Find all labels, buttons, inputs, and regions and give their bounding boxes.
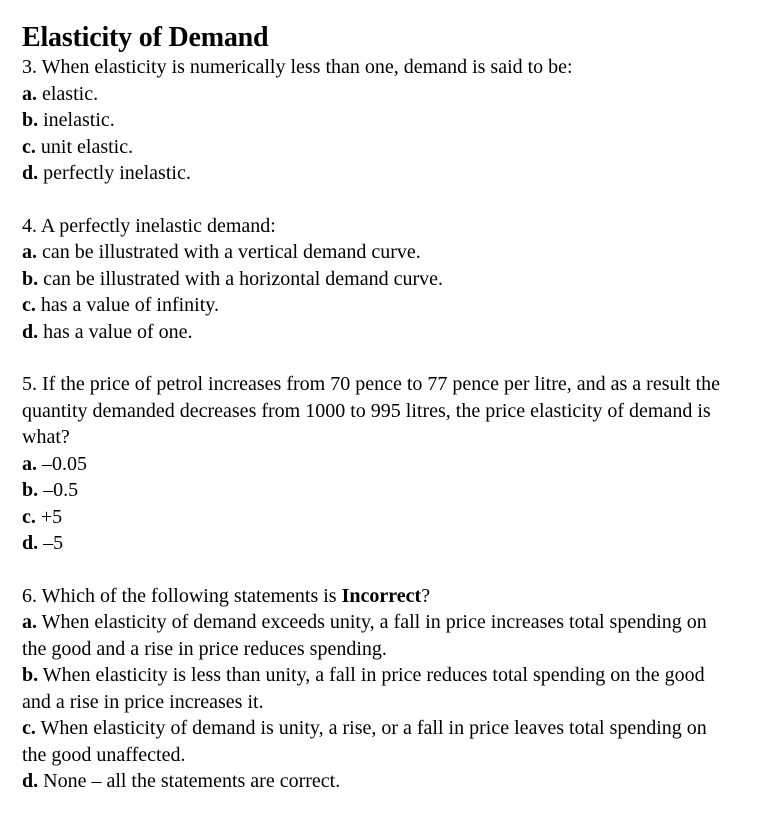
- option-letter: b.: [22, 267, 39, 290]
- option-text: can be illustrated with a horizontal demand curve.: [38, 267, 443, 290]
- stem-text: 6. Which of the following statements is: [22, 584, 342, 607]
- option-text: –5: [38, 532, 64, 554]
- question-6: [22, 583, 722, 795]
- option-letter: d.: [22, 320, 39, 343]
- option-text: –0.05: [37, 452, 87, 475]
- option-text: +5: [35, 505, 63, 528]
- option-letter: b.: [22, 664, 39, 686]
- option-letter: c.: [22, 294, 36, 316]
- option-b: [22, 266, 722, 293]
- option-text: When elasticity is less than unity, a fall in price reduces total spending on the good and a rise in price increases it.: [22, 664, 705, 713]
- option-letter: d.: [22, 770, 39, 792]
- option-letter: d.: [22, 532, 39, 554]
- option-letter: a.: [22, 82, 37, 105]
- question-stem: [22, 583, 722, 610]
- question-stem: 4. A perfectly inelastic demand:: [22, 214, 276, 237]
- option-c: [22, 715, 722, 768]
- option-b: [22, 477, 722, 504]
- option-d: [22, 319, 722, 346]
- option-letter: a.: [22, 241, 37, 263]
- option-text: has a value of one.: [38, 320, 193, 343]
- stem-text-end: ?: [421, 584, 431, 607]
- option-b: [22, 107, 722, 134]
- option-letter: b.: [22, 479, 39, 501]
- option-letter: b.: [22, 109, 39, 131]
- option-text: elastic.: [37, 82, 99, 105]
- option-text: has a value of infinity.: [35, 294, 219, 316]
- spacer: [22, 345, 722, 371]
- option-a: [22, 81, 722, 108]
- option-a: [22, 451, 722, 478]
- question-stem: 5. If the price of petrol increases from 70 pence to 77 pence per litre, and as a result the quantity demanded decreases from 1000 to 995 litres, the price elasticity of demand is what?: [22, 373, 721, 448]
- question-5: [22, 371, 722, 557]
- option-d: [22, 160, 722, 187]
- option-text: –0.5: [38, 479, 79, 501]
- spacer: [22, 557, 722, 583]
- option-c: [22, 134, 722, 161]
- spacer: [22, 187, 722, 213]
- stem-emphasis: Incorrect: [341, 584, 422, 607]
- option-a: [22, 609, 722, 662]
- option-text: None – all the statements are correct.: [38, 770, 341, 792]
- question-4: [22, 213, 722, 346]
- option-c: [22, 504, 722, 531]
- page-title: Elasticity of Demand: [22, 22, 269, 53]
- option-d: [22, 530, 722, 557]
- option-b: [22, 662, 722, 715]
- option-c: [22, 292, 722, 319]
- option-a: [22, 239, 722, 266]
- option-text: unit elastic.: [35, 135, 134, 158]
- option-letter: a.: [22, 611, 37, 633]
- option-d: [22, 768, 722, 795]
- question-3: [22, 54, 722, 187]
- option-letter: a.: [22, 452, 37, 475]
- option-letter: c.: [22, 717, 36, 739]
- option-letter: c.: [22, 135, 36, 158]
- question-stem: 3. When elasticity is numerically less than one, demand is said to be:: [22, 56, 573, 78]
- option-text: When elasticity of demand exceeds unity, a fall in price increases total spending on the good and a rise in price reduces spending.: [22, 611, 707, 660]
- option-text: When elasticity of demand is unity, a rise, or a fall in price leaves total spending on the good unaffected.: [22, 717, 707, 766]
- option-text: perfectly inelastic.: [38, 162, 191, 184]
- option-text: can be illustrated with a vertical demand curve.: [37, 241, 421, 263]
- option-letter: c.: [22, 505, 36, 528]
- option-letter: d.: [22, 162, 39, 184]
- option-text: inelastic.: [38, 109, 115, 131]
